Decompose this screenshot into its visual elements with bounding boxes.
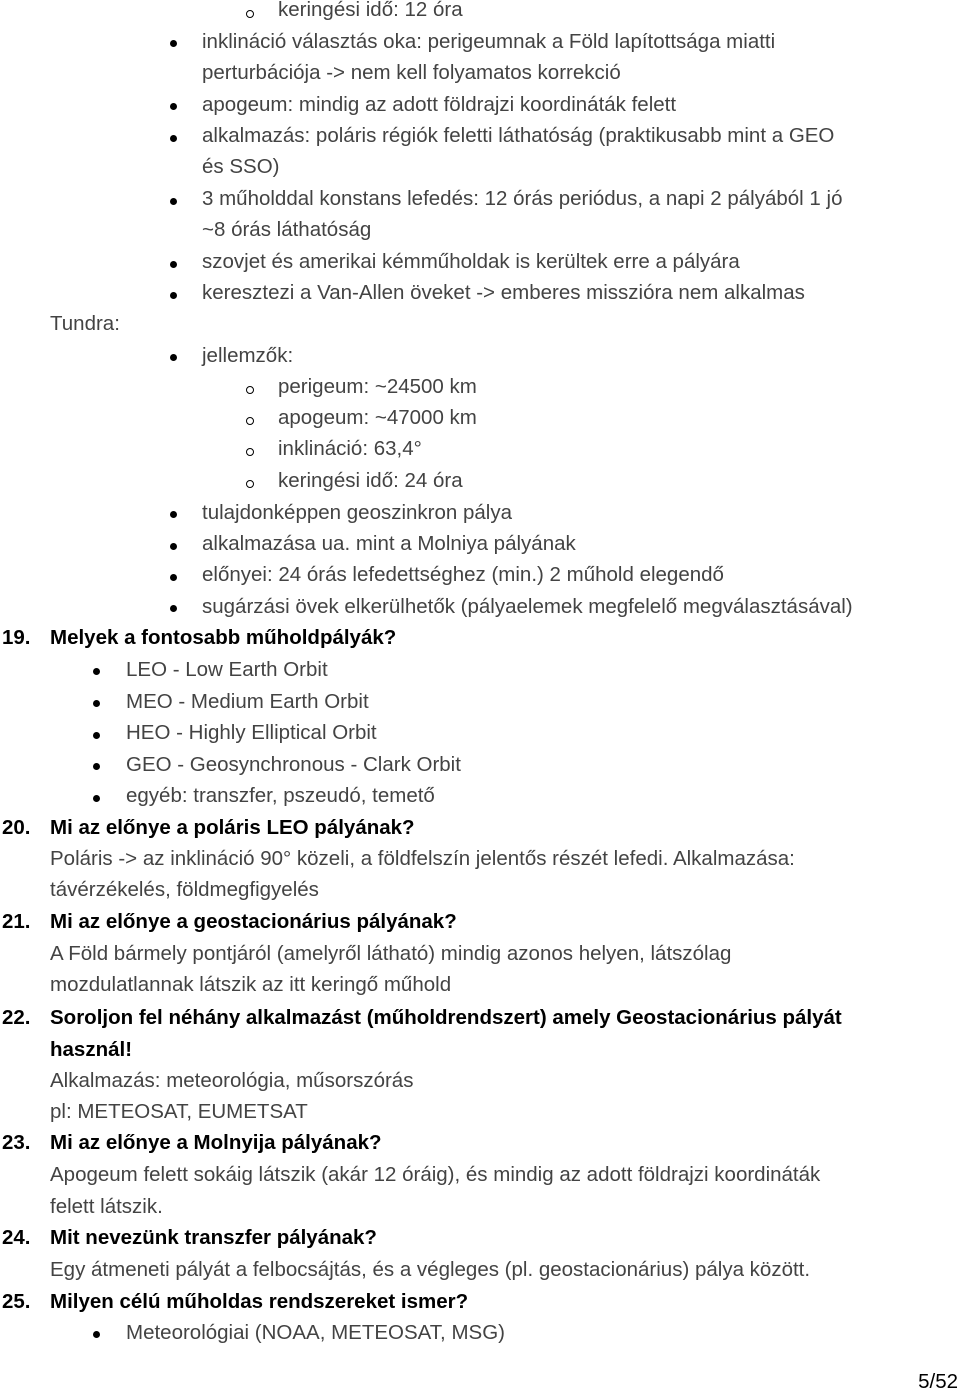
bullet-icon (93, 1331, 100, 1338)
list-item: sugárzási övek elkerülhetők (pályaelemek megfelelő megválasztásával) (202, 595, 853, 618)
bullet-icon (170, 103, 177, 110)
answer-line: Alkalmazás: meteorológia, műsorszórás (50, 1069, 414, 1092)
sub-item: perigeum: ~24500 km (278, 375, 477, 398)
question-number: 23. (2, 1131, 31, 1154)
bullet-icon (93, 700, 100, 707)
sub-item: keringési idő: 12 óra (278, 0, 463, 21)
bullet-icon (170, 198, 177, 205)
list-item: alkalmazása ua. mint a Molniya pályának (202, 532, 576, 555)
sub-item: keringési idő: 24 óra (278, 469, 463, 492)
page-number: 5/52 (918, 1370, 958, 1393)
list-item: egyéb: transzfer, pszeudó, temető (126, 784, 435, 807)
bullet-icon (170, 574, 177, 581)
question-title: Mi az előnye a geostacionárius pályának? (50, 910, 457, 933)
list-item: HEO - Highly Elliptical Orbit (126, 721, 377, 744)
question-number: 25. (2, 1290, 31, 1313)
answer-line: Egy átmeneti pályát a felbocsájtás, és a végleges (pl. geostacionárius) pálya között. (50, 1258, 811, 1281)
list-item: szovjet és amerikai kémműholdak is kerültek erre a pályára (202, 250, 740, 273)
question-title: Melyek a fontosabb műholdpályák? (50, 626, 397, 649)
list-item: 3 műholddal konstans lefedés: 12 órás periódus, a napi 2 pályából 1 jó (202, 187, 843, 210)
question-title: Milyen célú műholdas rendszereket ismer? (50, 1290, 469, 1313)
question-title: Soroljon fel néhány alkalmazást (műholdrendszert) amely Geostacionárius pályát (50, 1006, 842, 1029)
list-item-cont: ~8 órás láthatóság (202, 218, 372, 241)
circle-bullet-icon (246, 448, 254, 456)
answer-line: Apogeum felett sokáig látszik (akár 12 óráig), és mindig az adott földrajzi koordináták (50, 1163, 821, 1186)
bullet-icon (170, 511, 177, 518)
list-item: inklináció választás oka: perigeumnak a Föld lapítottsága miatti (202, 30, 776, 53)
bullet-icon (170, 40, 177, 47)
bullet-icon (93, 795, 100, 802)
sub-item: apogeum: ~47000 km (278, 406, 477, 429)
circle-bullet-icon (246, 480, 254, 488)
bullet-icon (170, 292, 177, 299)
question-title-cont: használ! (50, 1038, 133, 1061)
circle-bullet-icon (246, 386, 254, 394)
bullet-icon (170, 543, 177, 550)
bullet-icon (170, 261, 177, 268)
list-item: LEO - Low Earth Orbit (126, 658, 328, 681)
question-number: 20. (2, 816, 31, 839)
bullet-icon (170, 135, 177, 142)
question-number: 19. (2, 626, 31, 649)
bullet-icon (93, 732, 100, 739)
question-title: Mi az előnye a Molnyija pályának? (50, 1131, 382, 1154)
list-item-cont: perturbációja -> nem kell folyamatos korrekció (202, 61, 621, 84)
question-number: 21. (2, 910, 31, 933)
answer-line: mozdulatlannak látszik az itt keringő műhold (50, 973, 452, 996)
answer-line: felett látszik. (50, 1195, 163, 1218)
answer-line: Poláris -> az inklináció 90° közeli, a földfelszín jelentős részét lefedi. Alkalmazása: (50, 847, 795, 870)
list-item: tulajdonképpen geoszinkron pálya (202, 501, 513, 524)
bullet-icon (93, 763, 100, 770)
bullet-icon (170, 605, 177, 612)
answer-line: távérzékelés, földmegfigyelés (50, 878, 319, 901)
circle-bullet-icon (246, 10, 254, 18)
sub-item: inklináció: 63,4° (278, 437, 422, 460)
tundra-label: Tundra: (50, 312, 120, 335)
list-item: apogeum: mindig az adott földrajzi koordináták felett (202, 93, 677, 116)
list-item: MEO - Medium Earth Orbit (126, 690, 369, 713)
list-item: alkalmazás: poláris régiók feletti láthatóság (praktikusabb mint a GEO (202, 124, 835, 147)
list-item: keresztezi a Van-Allen öveket -> emberes misszióra nem alkalmas (202, 281, 805, 304)
list-item: jellemzők: (202, 344, 294, 367)
question-title: Mit nevezünk transzfer pályának? (50, 1226, 377, 1249)
bullet-icon (93, 668, 100, 675)
question-number: 22. (2, 1006, 31, 1029)
list-item: előnyei: 24 órás lefedettséghez (min.) 2 műhold elegendő (202, 563, 724, 586)
list-item: GEO - Geosynchronous - Clark Orbit (126, 753, 461, 776)
answer-line: A Föld bármely pontjáról (amelyről látható) mindig azonos helyen, látszólag (50, 942, 732, 965)
bullet-icon (170, 354, 177, 361)
circle-bullet-icon (246, 417, 254, 425)
answer-line: pl: METEOSAT, EUMETSAT (50, 1100, 308, 1123)
question-number: 24. (2, 1226, 31, 1249)
list-item: Meteorológiai (NOAA, METEOSAT, MSG) (126, 1321, 505, 1344)
list-item-cont: és SSO) (202, 155, 280, 178)
question-title: Mi az előnye a poláris LEO pályának? (50, 816, 415, 839)
